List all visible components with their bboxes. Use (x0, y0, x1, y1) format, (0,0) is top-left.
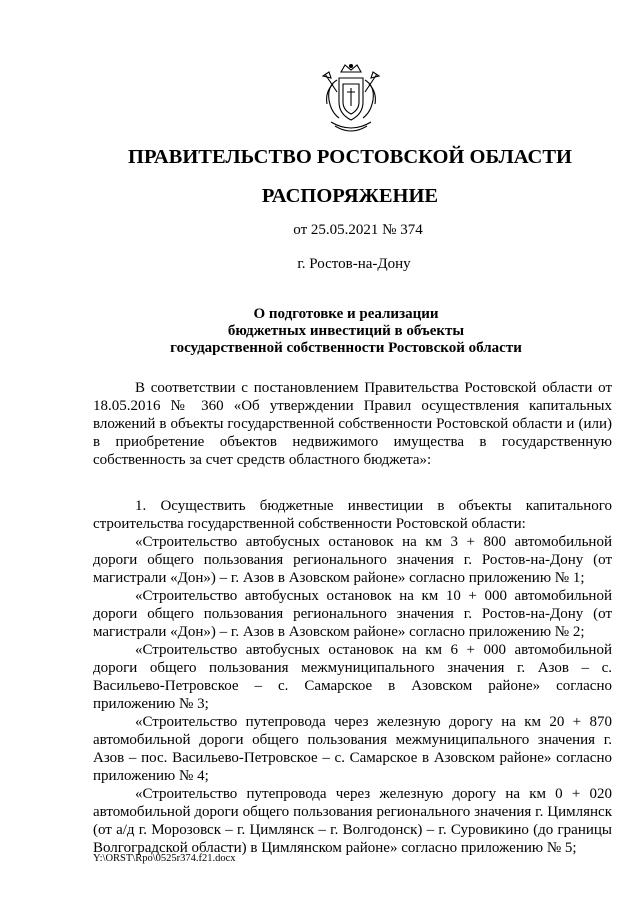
sub-item-2: «Строительство автобусных остановок на км 10 + 000 автомобильной дороги общего пользования регионального значения г. Ростов-на-Дону (от магистрали «Дон») – г. Азов в Азовском районе» согласно приложению № 2; (93, 588, 612, 640)
sub-item-1: «Строительство автобусных остановок на км 3 + 800 автомобильной дороги общего пользования регионального значения г. Ростов-на-Дону (от магистрали «Дон») – г. Азов в Азовском районе» согласно приложению № 1; (93, 534, 612, 586)
preamble-text: В соответствии с постановлением Правительства Ростовской области от 18.05.2016 № 360 «Об утверждении Правил осуществления капитальных вложений в объекты государственной собственности Ростовской области и (или) в приобретение объектов недвижимого имущества в государственную собственность за счет средств областного бюджета»: (93, 380, 612, 468)
title-line-2: бюджетных инвестиций в объекты (227, 323, 465, 339)
coat-of-arms-emblem (319, 62, 383, 136)
title-line-1: О подготовке и реализации (253, 306, 439, 322)
order-body (93, 497, 612, 857)
document-title (26, 306, 640, 357)
item-1: 1. Осуществить бюджетные инвестиции в объекты капитального строительства государственной собственности Ростовской области: (93, 498, 612, 532)
government-heading: ПРАВИТЕЛЬСТВО РОСТОВСКОЙ ОБЛАСТИ (128, 146, 572, 168)
sub-item-4: «Строительство путепровода через железную дорогу на км 20 + 870 автомобильной дороги общего пользования межмуниципального значения г. Азов – пос. Васильево-Петровское – с. Самарское в Азовском районе» согласно приложению № 4; (93, 714, 612, 784)
file-path-footer: Y:\ORST\Rpo\0525r374.f21.docx (93, 853, 236, 864)
sub-item-5: «Строительство путепровода через железную дорогу на км 0 + 020 автомобильной дороги общего пользования регионального значения г. Цимлянск (от а/д г. Морозовск – г. Цимлянск – г. Волгодонск) – г. Суровикино (до границы Волгоградской области) в Цимлянском районе» согласно приложению № 5; (93, 786, 612, 856)
title-line-3: государственной собственности Ростовской области (170, 340, 522, 356)
document-city: г. Ростов-на-Дону (297, 256, 411, 272)
document-date-number: от 25.05.2021 № 374 (293, 222, 423, 238)
sub-item-3: «Строительство автобусных остановок на км 6 + 000 автомобильной дороги общего пользования межмуниципального значения г. Азов – с. Васильево-Петровское – с. Самарское в Азовском районе» согласно приложению № 3; (93, 642, 612, 712)
document-type-heading: РАСПОРЯЖЕНИЕ (261, 185, 439, 207)
preamble-paragraph (93, 379, 612, 469)
